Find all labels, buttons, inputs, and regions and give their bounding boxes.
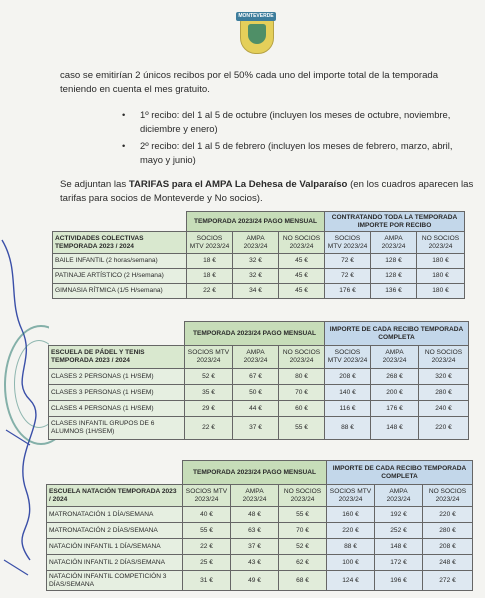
col-header: AMPA 2023/24 [375,485,423,507]
table-row: CLASES 3 PERSONAS (1 H/SEM) 35 € 50 € 70 € 140 € 200 € 280 € [49,385,469,401]
table-actividades [52,211,465,299]
table-title: ESCUELA DE PÁDEL Y TENIS TEMPORADA 2023 / 2024 [49,346,185,369]
col-header: AMPA 2023/24 [371,232,417,254]
col-header: NO SOCIOS 2023/24 [423,485,473,507]
table-row: NATACIÓN INFANTIL 1 DÍA/SEMANA 22 € 37 € 52 € 88 € 148 € 208 € [47,539,473,555]
group-header-monthly: TEMPORADA 2023/24 PAGO MENSUAL [185,322,325,346]
col-header: NO SOCIOS 2023/24 [279,346,325,369]
receipt-list [122,108,472,170]
receipt-bullet-1 [122,108,472,135]
table-row: NATACIÓN INFANTIL COMPETICIÓN 3 DÍAS/SEMANA 31 € 49 € 68 € 124 € 196 € 272 € [47,571,473,591]
col-header: SOCIOS MTV 2023/24 [183,485,231,507]
receipt-bullet-2 [122,139,472,166]
col-header: AMPA 2023/24 [371,346,419,369]
col-header: AMPA 2023/24 [233,346,279,369]
col-header: AMPA 2023/24 [231,485,279,507]
table-row: CLASES 4 PERSONAS (1 H/SEM) 29 € 44 € 60 € 116 € 176 € 240 € [49,401,469,417]
col-header: SOCIOS MTV 2023/24 [325,346,371,369]
col-header: SOCIOS MTV 2023/24 [327,485,375,507]
receipt-text: 2º recibo: del 1 al 5 de febrero (incluyen los meses de febrero, marzo, abril, mayo y junio) [140,140,453,165]
col-header: NO SOCIOS 2023/24 [279,485,327,507]
col-header: NO SOCIOS 2023/24 [279,232,325,254]
col-header: SOCIOS MTV 2023/24 [325,232,371,254]
receipt-text: 1º recibo: del 1 al 5 de octubre (incluyen los meses de octubre, noviembre, diciembre y enero) [140,109,451,134]
group-header-monthly: TEMPORADA 2023/24 PAGO MENSUAL [183,461,327,485]
tariffs-paragraph: Se adjuntan las TARIFAS para el AMPA La Dehesa de Valparaíso (en los cuadros aparecen las tarifas para socios de Monteverde y No socios). [60,179,474,204]
table-row: BAILE INFANTIL (2 horas/semana) 18 € 32 € 45 € 72 € 128 € 180 € [53,254,465,269]
table-natacion [46,460,473,591]
table-row: GIMNASIA RÍTMICA (1/5 H/semana) 22 € 34 € 45 € 176 € 136 € 180 € [53,284,465,299]
tariffs-highlight: TARIFAS para el AMPA La Dehesa de Valparaíso [128,179,348,190]
table-row: MATRONATACIÓN 2 DÍAS/SEMANA 55 € 63 € 70 € 220 € 252 € 280 € [47,523,473,539]
col-header: AMPA 2023/24 [233,232,279,254]
table-padel-tenis [48,321,469,440]
bullet-dot: • [122,109,126,120]
table-row: PATINAJE ARTÍSTICO (2 H/semana) 18 € 32 € 45 € 72 € 128 € 180 € [53,269,465,284]
table-row: CLASES INFANTIL GRUPOS DE 6 ALUMNOS (1H/SEM) 22 € 37 € 55 € 88 € 148 € 220 € [49,417,469,440]
table-title: ESCUELA NATACIÓN TEMPORADA 2023 / 2024 [47,485,183,507]
group-header-monthly: TEMPORADA 2023/24 PAGO MENSUAL [187,212,325,232]
intro-paragraph: caso se emitirían 2 únicos recibos por el 50% cada uno del importe total de la temporada teniendo en cuenta el mes gratuito. [60,70,439,95]
club-logo [236,8,276,54]
col-header: NO SOCIOS 2023/24 [419,346,469,369]
table-title: ACTIVIDADES COLECTIVAS TEMPORADA 2023 / 2024 [53,232,187,254]
group-header-season: CONTRATANDO TODA LA TEMPORADA IMPORTE POR RECIBO [325,212,465,232]
col-header: SOCIOS MTV 2023/24 [187,232,233,254]
logo-banner: MONTEVERDE [236,12,276,21]
bullet-dot: • [122,140,126,151]
table-row: NATACIÓN INFANTIL 2 DÍAS/SEMANA 25 € 43 € 62 € 100 € 172 € 248 € [47,555,473,571]
col-header: SOCIOS MTV 2023/24 [185,346,233,369]
table-row: MATRONATACIÓN 1 DÍA/SEMANA 40 € 48 € 55 € 160 € 192 € 220 € [47,507,473,523]
group-header-season: IMPORTE DE CADA RECIBO TEMPORADA COMPLETA [327,461,473,485]
col-header: NO SOCIOS 2023/24 [417,232,465,254]
logo-shield [240,18,274,54]
table-row: CLASES 2 PERSONAS (1 H/SEM) 52 € 67 € 80 € 208 € 268 € 320 € [49,369,469,385]
group-header-season: IMPORTE DE CADA RECIBO TEMPORADA COMPLETA [325,322,469,346]
